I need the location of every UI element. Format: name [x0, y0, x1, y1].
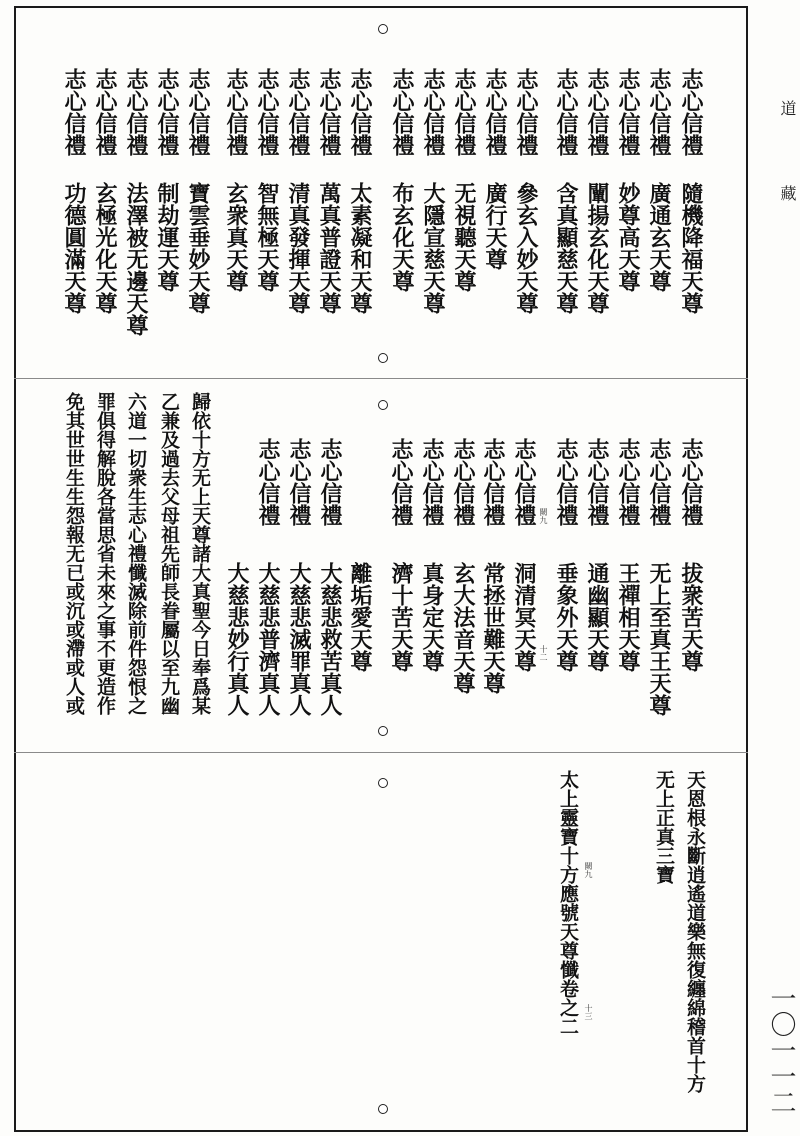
p2-name-12: 大慈悲救苦真人 [317, 562, 343, 716]
binding-hole-5 [378, 778, 388, 788]
p2-prose-3: 六道一切衆生志心禮懺滅除前件怨恨之 [125, 392, 147, 715]
p2-name-11: 離垢愛天尊 [347, 562, 373, 672]
p3-note-b: 十三 [584, 1004, 593, 1020]
p1-name-14: 智無極天尊 [254, 182, 280, 292]
p1-name-11: 太素凝和天尊 [347, 182, 373, 314]
p2-prefix-6: 志心信禮 [511, 438, 537, 526]
panel-divider-1 [14, 378, 748, 379]
p1-prefix-8: 志心信禮 [451, 68, 477, 156]
binding-hole-1 [378, 24, 388, 34]
binding-hole-4 [378, 726, 388, 736]
p1-name-13: 清真發揮天尊 [285, 182, 311, 314]
margin-label-top: 道 [778, 100, 797, 116]
p2-prefix-13: 志心信禮 [255, 438, 281, 526]
p2-prefix-11: 志心信禮 [317, 438, 343, 526]
p2-note-a: 闕九 [539, 508, 548, 524]
p2-name-2: 无上至真王天尊 [646, 562, 672, 716]
p1-name-12: 萬真普證天尊 [316, 182, 342, 314]
p2-name-8: 玄大法音天尊 [450, 562, 476, 694]
p1-prefix-12: 志心信禮 [316, 68, 342, 156]
p1-name-18: 法澤被无邊天尊 [123, 182, 149, 336]
p1-prefix-9: 志心信禮 [420, 68, 446, 156]
p1-prefix-4: 志心信禮 [584, 68, 610, 156]
binding-hole-2 [378, 353, 388, 363]
p2-prefix-12: 志心信禮 [286, 438, 312, 526]
p1-prefix-13: 志心信禮 [285, 68, 311, 156]
p2-prefix-3: 志心信禮 [615, 438, 641, 526]
p1-name-6: 參玄入妙天尊 [513, 182, 539, 314]
p1-prefix-7: 志心信禮 [482, 68, 508, 156]
p1-prefix-15: 志心信禮 [223, 68, 249, 156]
p3-line-1: 天恩根永斷逍遙道樂無復纏綿稽首十方 [684, 770, 706, 1093]
p2-prose-4: 罪俱得解脫各當思省未來之事不更造作 [94, 392, 116, 715]
p3-title: 太上靈寶十方應號天尊懺卷之二 [557, 770, 579, 1036]
p2-name-7: 常拯世難天尊 [480, 562, 506, 694]
p2-name-13: 大慈悲滅罪真人 [286, 562, 312, 716]
p1-name-9: 大隱宣慈天尊 [420, 182, 446, 314]
p2-prefix-4: 志心信禮 [584, 438, 610, 526]
p2-name-9: 真身定天尊 [419, 562, 445, 672]
p1-name-8: 无視聽天尊 [451, 182, 477, 292]
p2-prefix-1: 志心信禮 [678, 438, 704, 526]
p2-prefix-9: 志心信禮 [419, 438, 445, 526]
p1-prefix-19: 志心信禮 [92, 68, 118, 156]
p1-name-16: 寶雲垂妙天尊 [185, 182, 211, 314]
p2-prose-2: 乙兼及過去父母祖先師長眷屬以至九幽 [158, 392, 180, 715]
p1-name-1: 隨機降福天尊 [678, 182, 704, 314]
p2-name-5: 垂象外天尊 [553, 562, 579, 672]
p2-name-4: 通幽顯天尊 [584, 562, 610, 672]
p2-name-10: 濟十苦天尊 [388, 562, 414, 672]
p1-prefix-20: 志心信禮 [61, 68, 87, 156]
p2-prefix-10: 志心信禮 [388, 438, 414, 526]
p1-name-20: 功德圓滿天尊 [61, 182, 87, 314]
p3-note-a: 闕九 [584, 862, 593, 878]
p2-note-b: 十二 [539, 645, 548, 661]
p2-prose-1: 歸依十方无上天尊諸大真聖今日奉爲某 [189, 392, 211, 715]
p1-prefix-2: 志心信禮 [646, 68, 672, 156]
page-number: 一〇一一二 [766, 985, 796, 1115]
p1-name-4: 闡揚玄化天尊 [584, 182, 610, 314]
p1-name-5: 含真顯慈天尊 [553, 182, 579, 314]
p3-line-2: 无上正真三寶 [653, 770, 675, 884]
p1-prefix-3: 志心信禮 [615, 68, 641, 156]
p1-prefix-6: 志心信禮 [513, 68, 539, 156]
p1-prefix-10: 志心信禮 [389, 68, 415, 156]
p1-name-19: 玄極光化天尊 [92, 182, 118, 314]
p2-prefix-5: 志心信禮 [553, 438, 579, 526]
p1-prefix-5: 志心信禮 [553, 68, 579, 156]
p1-prefix-1: 志心信禮 [678, 68, 704, 156]
p2-name-1: 拔衆苦天尊 [678, 562, 704, 672]
p1-prefix-14: 志心信禮 [254, 68, 280, 156]
p2-name-6: 洞清冥天尊 [511, 562, 537, 672]
p2-name-15: 大慈悲妙行真人 [224, 562, 250, 716]
p1-name-10: 布玄化天尊 [389, 182, 415, 292]
binding-hole-3 [378, 400, 388, 410]
panel-divider-2 [14, 752, 748, 753]
margin-label-bottom: 藏 [778, 185, 797, 201]
p2-name-14: 大慈悲普濟真人 [255, 562, 281, 716]
p2-prefix-8: 志心信禮 [450, 438, 476, 526]
p1-name-2: 廣通玄天尊 [646, 182, 672, 292]
p1-name-17: 制劫運天尊 [154, 182, 180, 292]
p1-prefix-16: 志心信禮 [185, 68, 211, 156]
p1-name-3: 妙尊高天尊 [615, 182, 641, 292]
p2-prefix-2: 志心信禮 [646, 438, 672, 526]
p2-prose-5: 免其世世生生怨報无已或沉或滯或人或 [63, 392, 85, 715]
p2-name-3: 王禪相天尊 [615, 562, 641, 672]
p1-prefix-17: 志心信禮 [154, 68, 180, 156]
p1-prefix-11: 志心信禮 [347, 68, 373, 156]
p1-name-7: 廣行天尊 [482, 182, 508, 270]
p1-prefix-18: 志心信禮 [123, 68, 149, 156]
p2-prefix-7: 志心信禮 [480, 438, 506, 526]
binding-hole-6 [378, 1104, 388, 1114]
p1-name-15: 玄衆真天尊 [223, 182, 249, 292]
